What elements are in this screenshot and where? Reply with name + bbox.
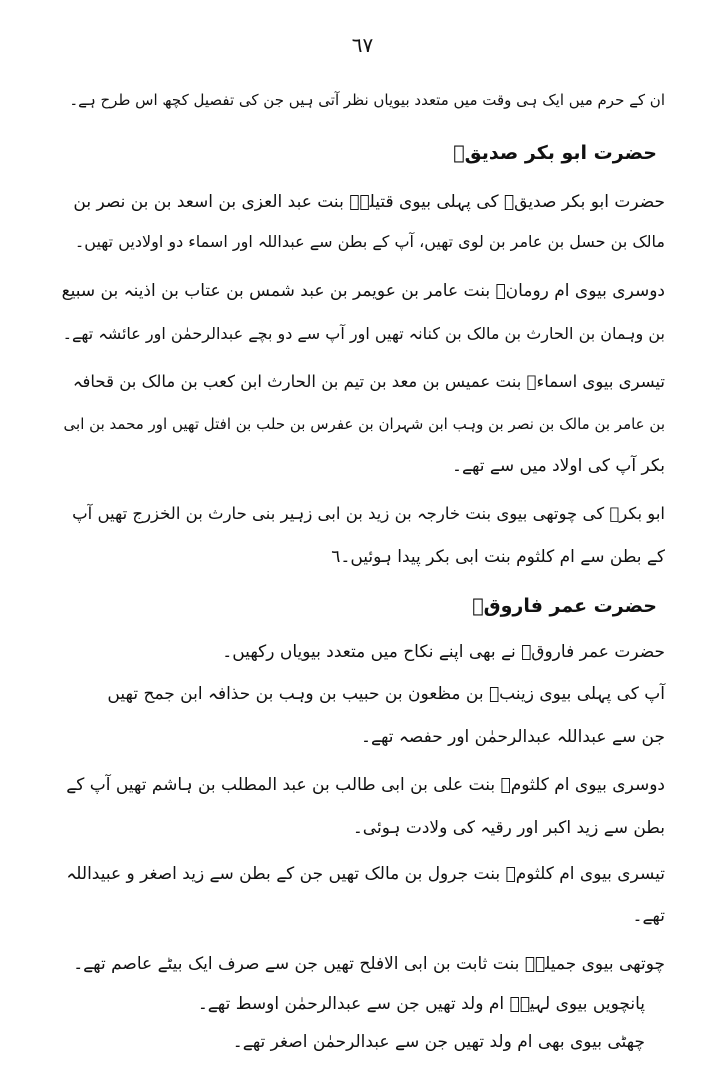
paragraph-line: چھٹی بیوی بھی ام ولد تھیں جن سے عبدالرحمٰن اصغر تھے۔ [232,1032,645,1052]
paragraph-line: دوسری بیوی ام رومانؓ بنت عامر بن عویمر بن عبد شمس بن عتاب بن اذینہ بن سبیع [61,281,665,301]
paragraph-line: جن سے عبداللہ عبدالرحمٰن اور حفصہ تھے۔ [361,727,665,747]
paragraph-line: بن عامر بن مالک بن نصر بن وہب ابن شہران بن عفرس بن حلب بن افتل تھیں اور محمد بن ابی [63,415,665,433]
intro-line: ان کے حرم میں ایک ہی وقت میں متعدد بیویاں نظر آتی ہیں جن کی تفصیل کچھ اس طرح ہے۔ [69,91,665,109]
page-number: ٦٧ [351,33,374,57]
paragraph-line: ابو بکرؓ کی چوتھی بیوی بنت خارجہ بن زید بن ابی زہیر بنی حارث بن الخزرج تھیں آپ [72,504,665,523]
paragraph-line: بن وہمان بن الحارث بن مالک بن کنانہ تھیں اور آپ سے دو بچے عبدالرحمٰن اور عائشہ تھے۔ [62,324,665,343]
paragraph-line: تھے۔ [632,906,665,926]
paragraph-line: آپ کی پہلی بیوی زینبؓ بن مظعون بن حبیب بن وہب بن حذافہ ابن جمح تھیں [107,684,665,704]
section-heading-abu-bakr: حضرت ابو بکر صدیقؓ [453,142,657,164]
section-heading-umar: حضرت عمر فاروقؓ [472,595,657,617]
paragraph-line: مالک بن حسل بن عامر بن لوی تھیں، آپ کے بطن سے عبداللہ اور اسماء دو اولادیں تھیں۔ [74,232,665,251]
paragraph-line: تیسری بیوی اسماءؓ بنت عمیس بن معد بن تیم بن الحارث ابن کعب بن مالک بن قحافہ [72,372,665,391]
paragraph-line: حضرت ابو بکر صدیقؓ کی پہلی بیوی قتیلہؓ بنت عبد العزی بن اسعد بن بن نصر بن [73,192,665,212]
paragraph-line: تیسری بیوی ام کلثومؓ بنت جرول بن مالک تھیں جن کے بطن سے زید اصغر و عبیداللہ [66,864,665,884]
paragraph-line: بکر آپ کی اولاد میں سے تھے۔ [452,456,665,476]
paragraph-line: کے بطن سے ام کلثوم بنت ابی بکر پیدا ہوئیں۔٦ [331,547,665,567]
paragraph-line: پانچویں بیوی لہیہؓ ام ولد تھیں جن سے عبدالرحمٰن اوسط تھے۔ [197,994,645,1014]
paragraph-line: حضرت عمر فاروقؓ نے بھی اپنے نکاح میں متعدد بیویاں رکھیں۔ [222,642,665,662]
document-page [60,30,665,1060]
paragraph-line: دوسری بیوی ام کلثومؓ بنت علی بن ابی طالب بن عبد المطلب بن ہاشم تھیں آپ کے [66,775,665,795]
paragraph-line: بطن سے زید اکبر اور رقیہ کی ولادت ہوئی۔ [352,818,665,838]
paragraph-line: چوتھی بیوی جمیلہؓ بنت ثابت بن ابی الافلح تھیں جن سے صرف ایک بیٹے عاصم تھے۔ [73,954,665,974]
